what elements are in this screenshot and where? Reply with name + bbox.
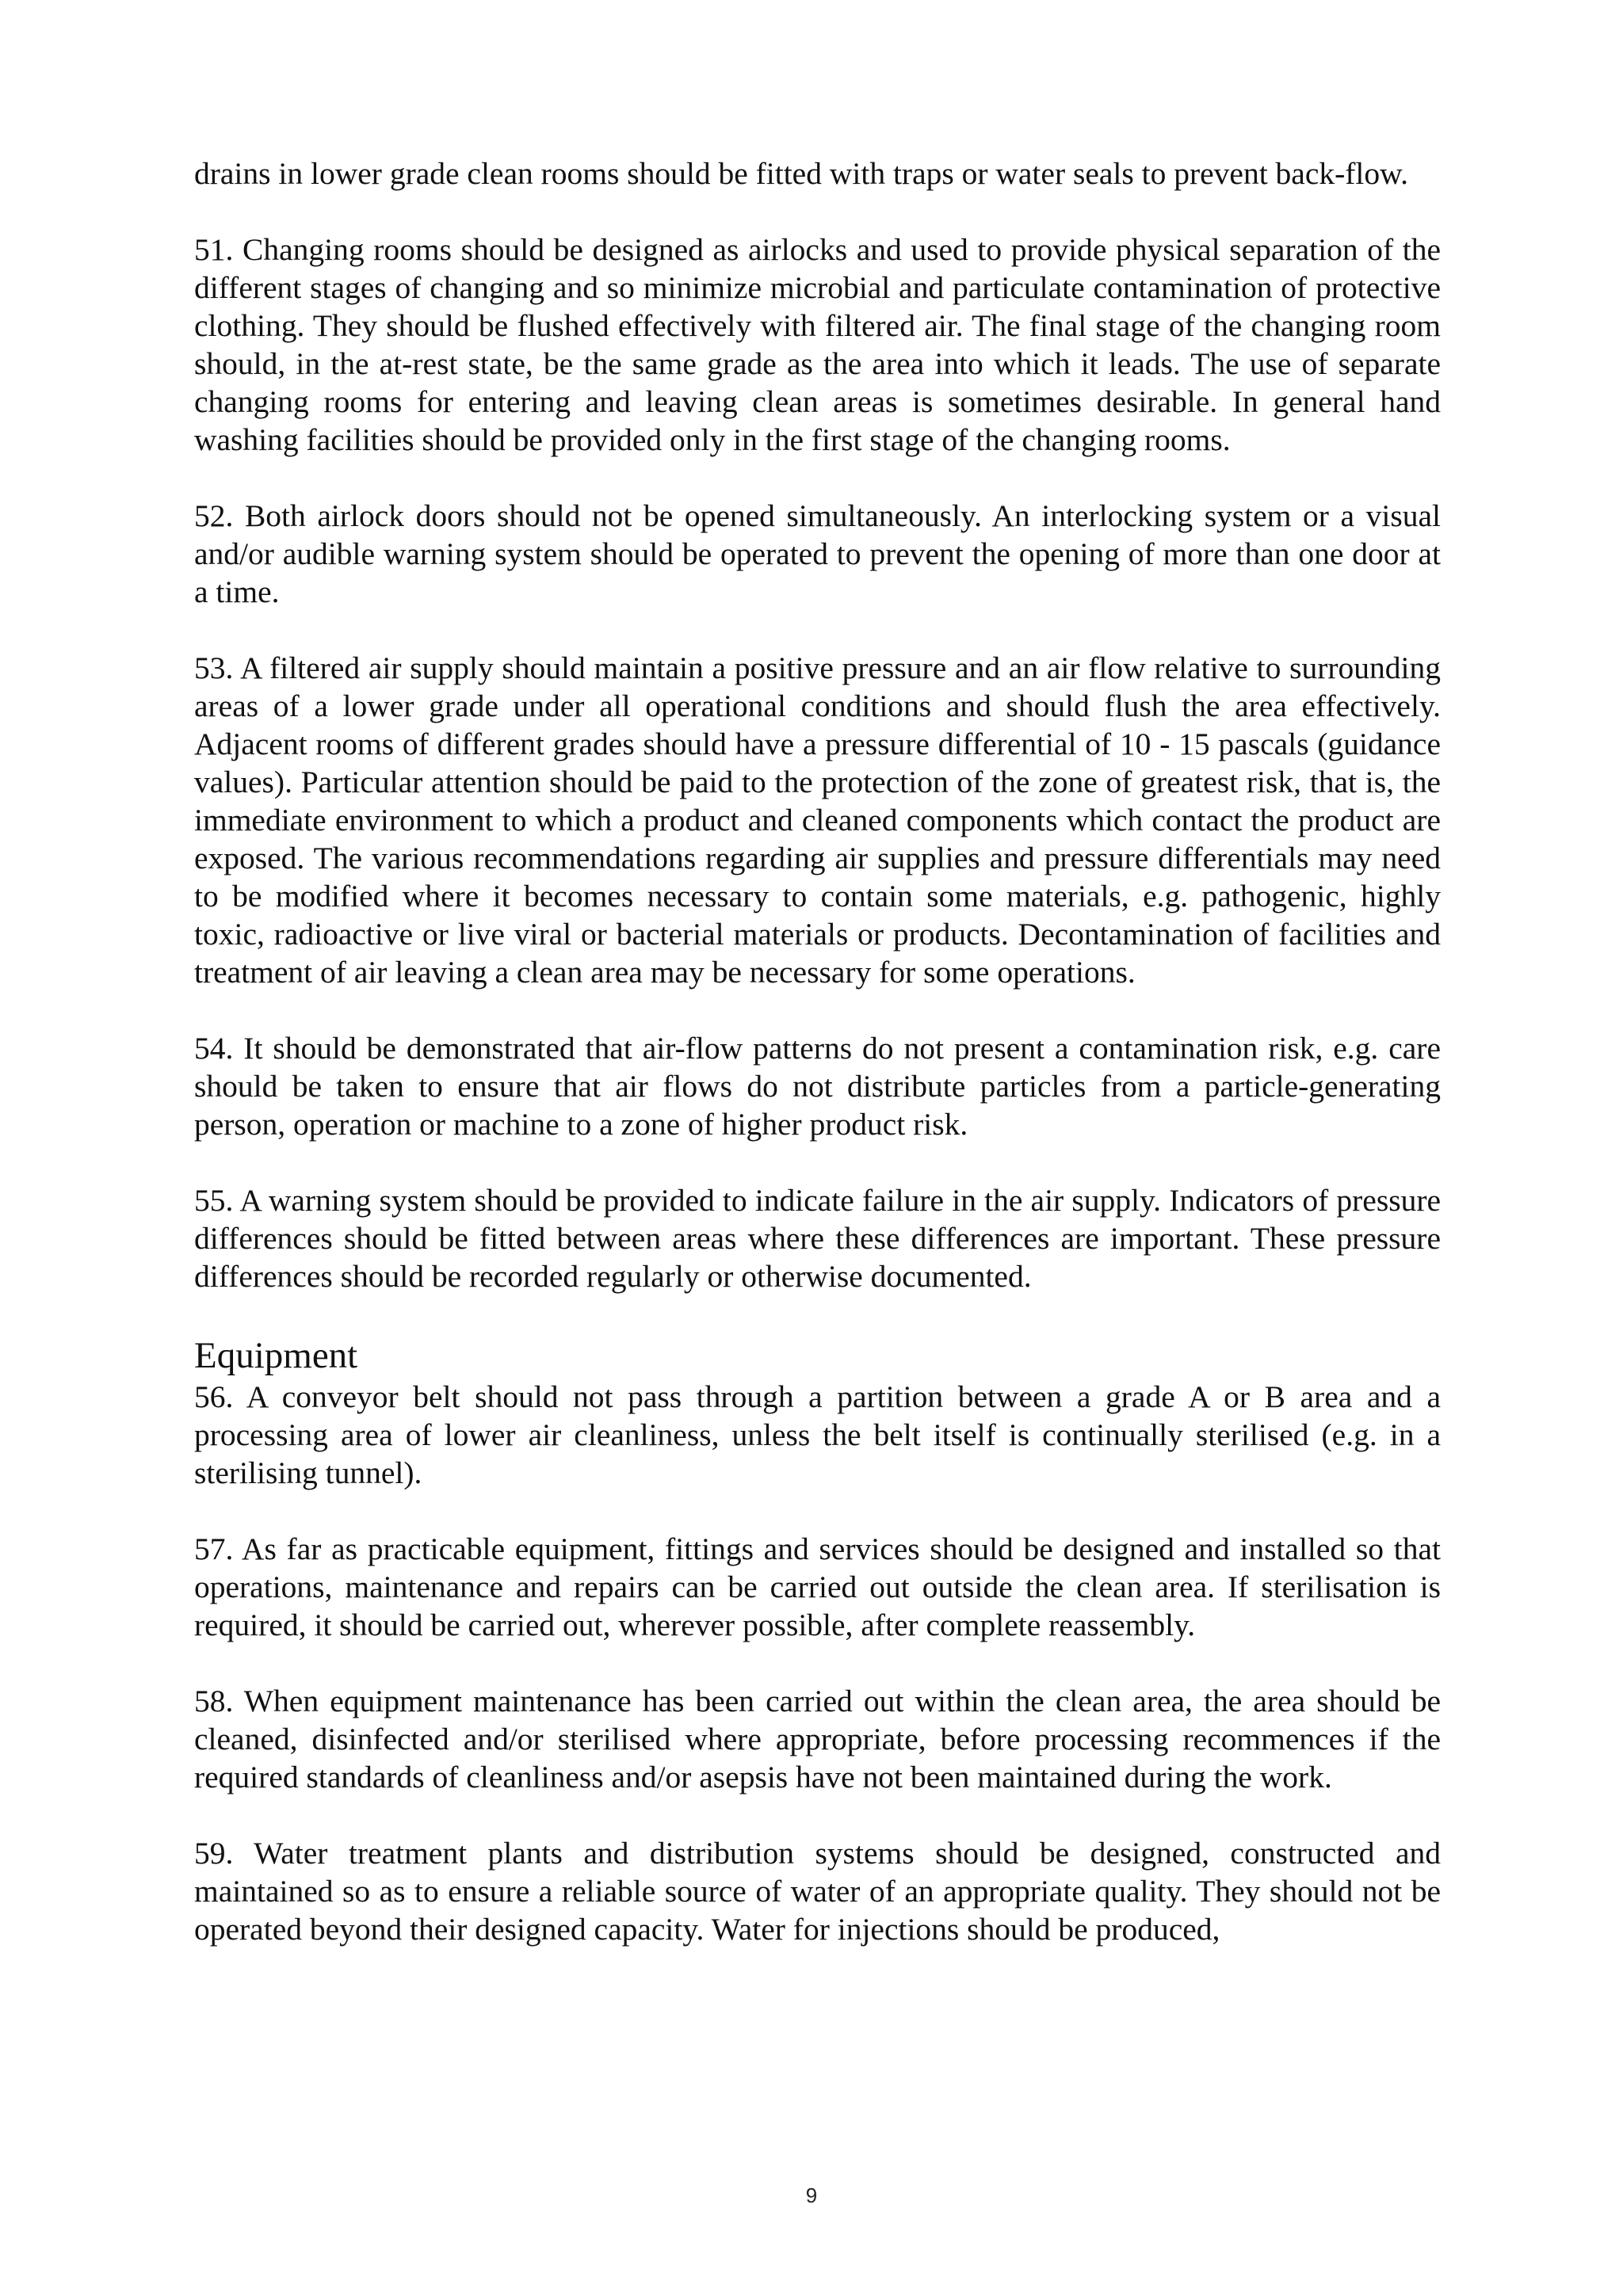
paragraph-59: 59. Water treatment plants and distribution systems should be designed, constructed and maintained so as to ensure a reliable source of water of an appropriate quality. They should not be operated beyond their designed capacity. Water for injections should be produced, [194,1836,1441,1947]
paragraph-53: 53. A filtered air supply should maintain a positive pressure and an air flow relative to surrounding areas of a lower grade under all operational conditions and should flush the area effectively. Adjacent rooms of different grades should have a pressure differential of 10 - 15 pascals (guidance values). Particular attention should be paid to the protection of the zone of greatest risk, that is, the immediate environment to which a product and cleaned components which contact the product are exposed. The various recommendations regarding air supplies and pressure differentials may need to be modified where it becomes necessary to contain some materials, e.g. pathogenic, highly toxic, radioactive or live viral or bacterial materials or products. Decontamination of facilities and treatment of air leaving a clean area may be necessary for some operations. [194,650,1441,990]
paragraph-56: 56. A conveyor belt should not pass through a partition between a grade A or B area and a processing area of lower air cleanliness, unless the belt itself is continually sterilised (e.g. in a sterilising tunnel). [194,1379,1441,1490]
paragraph-continuation: drains in lower grade clean rooms should be fitted with traps or water seals to prevent back-flow. [194,156,1408,191]
document-page [194,154,1441,1948]
section-heading-equipment: Equipment [194,1335,358,1376]
paragraph-55: 55. A warning system should be provided to indicate failure in the air supply. Indicators of pressure differences should be fitted between areas where these differences are important. These pressure differences should be recorded regularly or otherwise documented. [194,1183,1441,1294]
paragraph-51: 51. Changing rooms should be designed as airlocks and used to provide physical separation of the different stages of changing and so minimize microbial and particulate contamination of protective clothing. They should be flushed effectively with filtered air. The final stage of the changing room should, in the at-rest state, be the same grade as the area into which it leads. The use of separate changing rooms for entering and leaving clean areas is sometimes desirable. In general hand washing facilities should be provided only in the first stage of the changing rooms. [194,232,1441,457]
paragraph-52: 52. Both airlock doors should not be opened simultaneously. An interlocking system or a visual and/or audible warning system should be operated to prevent the opening of more than one door at a time. [194,498,1441,609]
paragraph-54: 54. It should be demonstrated that air-flow patterns do not present a contamination risk, e.g. care should be taken to ensure that air flows do not distribute particles from a particle-generating person, operation or machine to a zone of higher product risk. [194,1031,1441,1142]
paragraph-58: 58. When equipment maintenance has been carried out within the clean area, the area should be cleaned, disinfected and/or sterilised where appropriate, before processing recommences if the required standards of cleanliness and/or asepsis have not been maintained during the work. [194,1684,1441,1794]
page-number: 9 [805,2183,818,2207]
paragraph-57: 57. As far as practicable equipment, fittings and services should be designed and installed so that operations, maintenance and repairs can be carried out outside the clean area. If sterilisation is required, it should be carried out, wherever possible, after complete reassembly. [194,1531,1441,1642]
